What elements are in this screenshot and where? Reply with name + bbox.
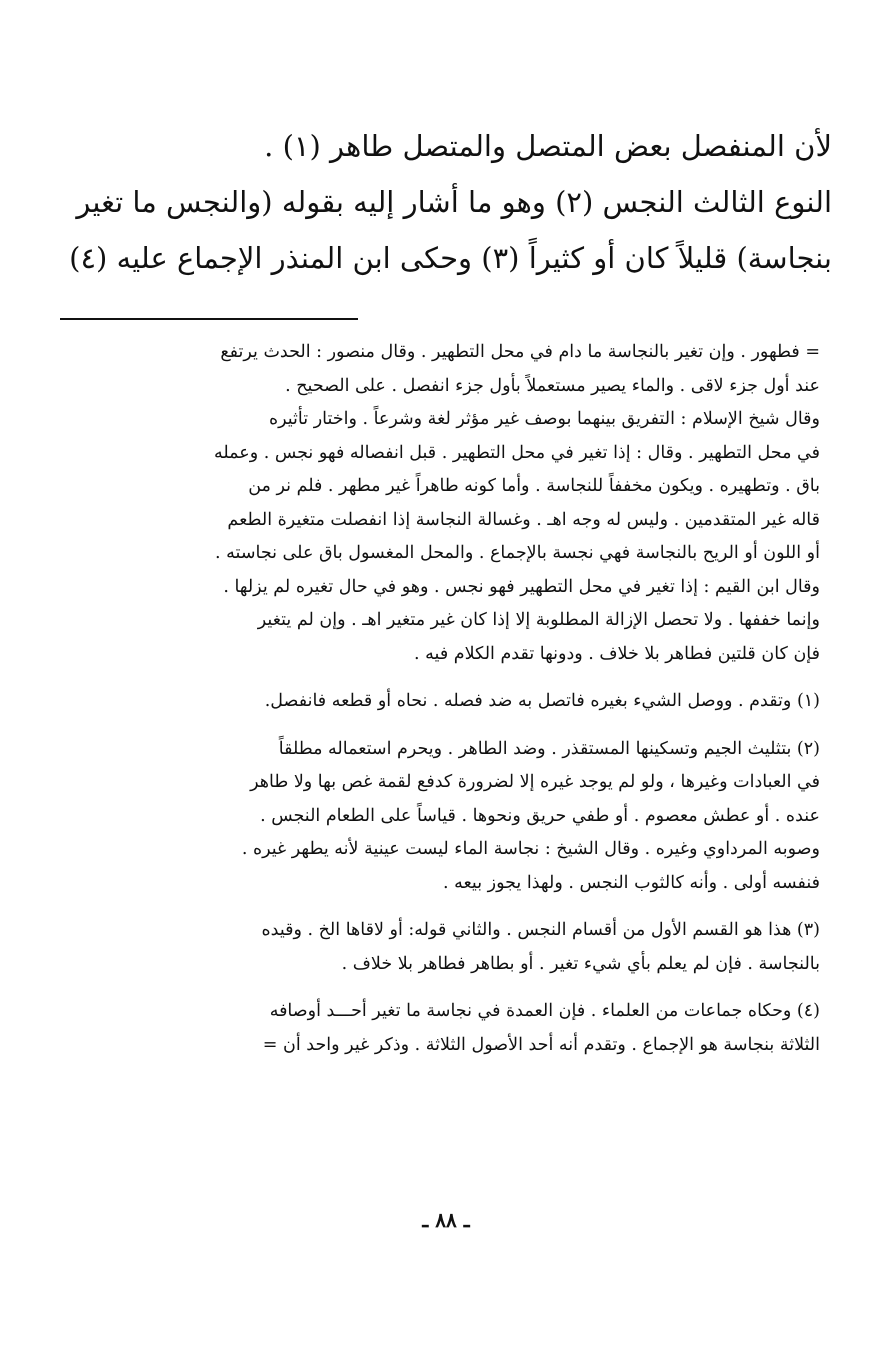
main-text xyxy=(60,118,832,286)
footnotes xyxy=(72,336,820,1062)
footnote-line: فإن كان قلتين فطاهر بلا خلاف . ودونها تقدم الكلام فيه . xyxy=(414,643,820,664)
main-line-3: بنجاسة) قليلاً كان أو كثيراً (٣) وحكى ابن المنذر الإجماع عليه (٤) xyxy=(69,241,832,275)
footnote-line: فنفسه أولى . وأنه كالثوب النجس . ولهذا يجوز بيعه . xyxy=(442,872,820,893)
footnote-2 xyxy=(72,733,820,901)
main-line-1: لأن المنفصل بعض المتصل والمتصل طاهر (١) . xyxy=(264,129,832,163)
footnote-4 xyxy=(72,995,820,1062)
footnote-line: أو اللون أو الريح بالنجاسة فهي نجسة بالإجماع . والمحل المغسول باق على نجاسته . xyxy=(215,543,820,563)
footnote-line: = فطهور . وإن تغير بالنجاسة ما دام في محل التطهير . وقال منصور : الحدث يرتفع xyxy=(220,342,820,362)
footnote-continuation xyxy=(72,336,820,671)
footnote-line: باق . وتطهيره . ويكون مخففاً للنجاسة . وأما كونه طاهراً غير مطهر . فلم نر من xyxy=(248,476,820,496)
footnote-line: (٣) هذا هو القسم الأول من أقسام النجس . والثاني قوله: أو لاقاها الخ . وقيده xyxy=(261,920,820,940)
footnote-line: (٢) بتثليث الجيم وتسكينها المستقذر . وضد الطاهر . ويحرم استعماله مطلقاً xyxy=(278,738,820,759)
footnote-line: عنده . أو عطش معصوم . أو طفي حريق ونحوها . قياساً على الطعام النجس . xyxy=(260,805,820,826)
footnote-line: قاله غير المتقدمين . وليس له وجه اهـ . وغسالة النجاسة إذا انفصلت متغيرة الطعم xyxy=(227,509,820,530)
footnote-1 xyxy=(72,685,820,719)
footnote-line: وصوبه المرداوي وغيره . وقال الشيخ : نجاسة الماء ليست عينية لأنه يطهر غيره . xyxy=(241,839,820,859)
footnote-line: (٤) وحكاه جماعات من العلماء . فإن العمدة في نجاسة ما تغير أحـــد أوصافه xyxy=(269,1001,820,1021)
footnote-line: عند أول جزء لاقى . والماء يصير مستعملاً بأول جزء انفصل . على الصحيح . xyxy=(285,375,820,396)
footnote-separator xyxy=(60,318,358,320)
footnote-line: وقال ابن القيم : إذا تغير في محل التطهير فهو نجس . وهو في حال تغيره لم يزلها . xyxy=(223,576,820,597)
main-line-2: النوع الثالث النجس (٢) وهو ما أشار إليه بقوله (والنجس ما تغير xyxy=(76,185,832,219)
footnote-line: (١) وتقدم . ووصل الشيء بغيره فاتصل به ضد فصله . نحاه أو قطعه فانفصل. xyxy=(264,691,820,711)
footnote-line: بالنجاسة . فإن لم يعلم بأي شيء تغير . أو بطاهر فطاهر بلا خلاف . xyxy=(341,953,820,974)
footnote-line: في العبادات وغيرها ، ولو لم يوجد غيره إلا لضرورة كدفع لقمة غص بها ولا طاهر xyxy=(250,772,820,792)
footnote-3 xyxy=(72,914,820,981)
footnote-line: وإنما خففها . ولا تحصل الإزالة المطلوبة إلا إذا كان غير متغير اهـ . وإن لم يتغير xyxy=(257,610,820,630)
footnote-line: وقال شيخ الإسلام : التفريق بينهما بوصف غير مؤثر لغة وشرعاً . واختار تأثيره xyxy=(268,409,820,429)
footnote-line: الثلاثة بنجاسة هو الإجماع . وتقدم أنه أحد الأصول الثلاثة . وذكر غير واحد أن = xyxy=(262,1034,820,1055)
page-number: ـ ٨٨ ـ xyxy=(422,1208,470,1232)
footnote-line: في محل التطهير . وقال : إذا تغير في محل التطهير . قبل انفصاله فهو نجس . وعمله xyxy=(213,442,820,463)
